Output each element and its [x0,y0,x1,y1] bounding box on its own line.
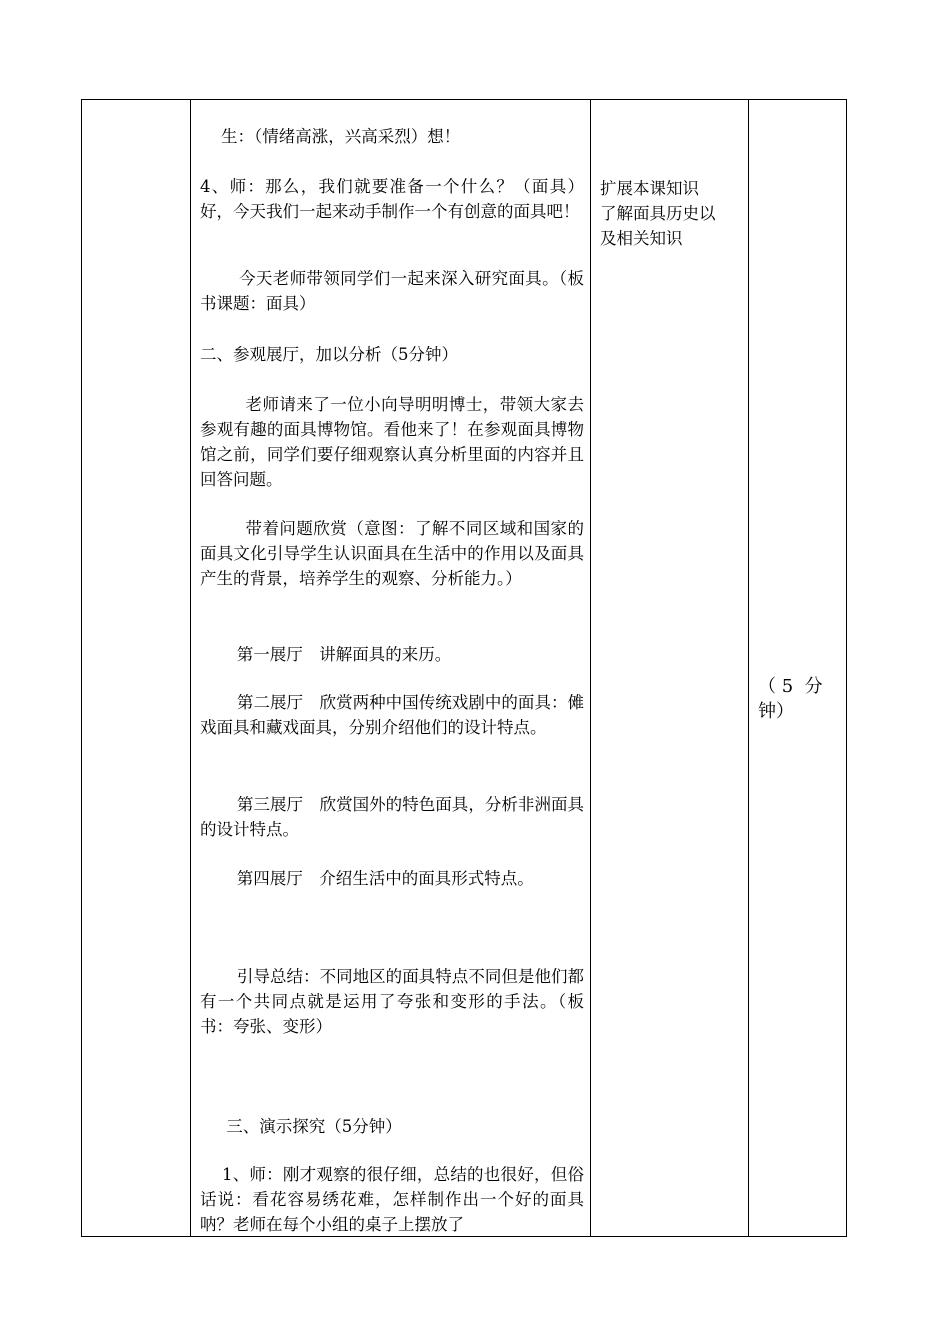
process-paragraph: 第三展厅 欣赏国外的特色面具，分析非洲面具的设计特点。 [200,795,585,839]
process-paragraph: 今天老师带领同学们一起来深入研究面具。（板书课题：面具） [200,269,585,313]
design-intent-note [600,176,745,251]
section-heading: 二、参观展厅，加以分析（5分钟） [200,345,458,364]
design-intent-line: 及相关知识 [600,229,683,248]
process-paragraph: 第四展厅 介绍生活中的面具形式特点。 [236,869,534,888]
design-intent-line: 扩展本课知识 [600,179,699,198]
column-divider [748,100,749,1236]
section-heading: 三、演示探究（5分钟） [226,1117,402,1136]
time-line: 钟） [758,701,794,722]
time-allocation [758,674,840,724]
process-paragraph: 4、师：那么，我们就要准备一个什么？（面具）好，今天我们一起来动手制作一个有创意的面具吧！ [200,177,584,221]
process-paragraph: 1、师：刚才观察的很仔细，总结的也很好，但俗话说：看花容易绣花难，怎样制作出一个好的面具呐？老师在每个小组的桌子上摆放了 [200,1165,585,1234]
process-paragraph: 带着问题欣赏（意图：了解不同区域和国家的面具文化引导学生认识面具在生活中的作用以及面具产生的背景，培养学生的观察、分析能力。） [200,519,584,588]
time-line: （ 5 分 [758,676,823,697]
process-paragraph: 第二展厅 欣赏两种中国传统戏剧中的面具：傩戏面具和藏戏面具，分别介绍他们的设计特点。 [200,693,585,737]
column-divider [590,100,591,1236]
process-paragraph: 第一展厅 讲解面具的来历。 [236,645,452,664]
column-divider [190,100,191,1236]
design-intent-line: 了解面具历史以 [600,204,716,223]
process-paragraph: 老师请来了一位小向导明明博士，带领大家去参观有趣的面具博物馆。看他来了！在参观面具博物馆之前，同学们要仔细观察认真分析里面的内容并且回答问题。 [200,395,584,489]
process-paragraph: 生：（情绪高涨，兴高采烈）想！ [220,127,461,146]
process-paragraph: 引导总结：不同地区的面具特点不同但是他们都有一个共同点就是运用了夸张和变形的手法。（板书：夸张、变形） [200,967,585,1036]
